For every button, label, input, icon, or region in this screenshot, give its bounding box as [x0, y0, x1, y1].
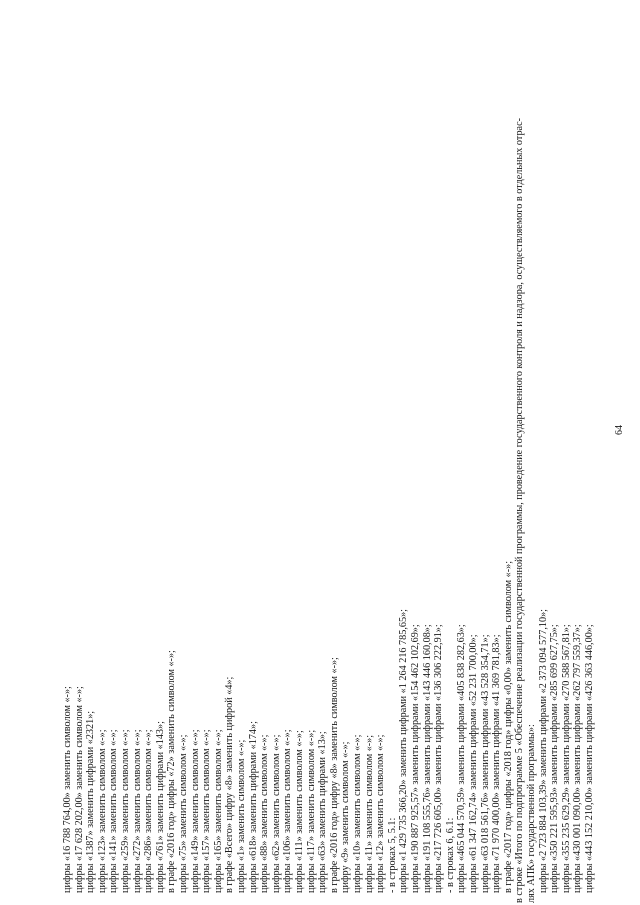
- document-line: цифры «10» заменить символом «-»;: [352, 734, 363, 893]
- document-line: в графе «2016 год» цифры «72» заменить символом «-»;: [166, 650, 178, 893]
- document-line: цифры «165» заменить символом «-»;: [212, 729, 224, 893]
- document-line: цифры «11» заменить символом «-»;: [363, 734, 375, 893]
- document-line: цифры «259» заменить символом «-»;: [120, 729, 131, 893]
- document-line: цифры «355 235 629,29» заменить цифрами «270 588 567,81»;: [560, 624, 572, 893]
- document-line: цифры «149» заменить символом «-»;: [189, 729, 201, 893]
- document-line: цифры «350 221 595,93» заменить цифрами «285 699 627,75»;: [549, 624, 561, 893]
- document-line: цифры «88» заменить символом «-»;: [259, 734, 271, 893]
- document-line: цифры «191 108 555,76» заменить цифрами «143 446 160,08»;: [421, 624, 433, 893]
- document-line: цифры «106» заменить символом «-»;: [282, 729, 294, 893]
- document-line: цифры «1 429 735 366,20» заменить цифрами «1 264 216 785,65»;: [398, 609, 410, 893]
- document-line: цифры «63» заменить цифрами «13»;: [317, 731, 329, 893]
- document-line: цифры «123» заменить символом «-»;: [96, 729, 108, 893]
- document-line: цифры «430 001 090,00» заменить цифрами «262 797 559,37»;: [572, 624, 584, 893]
- document-line: цифры «465 044 570,59» заменить цифрами «405 838 282,63»;: [456, 624, 468, 893]
- document-line: цифры «286» заменить символом «-»;: [143, 729, 155, 893]
- document-line: цифры «62» заменить символом «-»;: [270, 734, 282, 893]
- document-line: цифры «1» заменить символом «-»;: [236, 739, 247, 893]
- document-line: цифры «272» заменить символом «-»;: [131, 729, 143, 893]
- document-line: цифры «2 723 884 103,39» заменить цифрами «2 373 094 577,10»;: [537, 609, 549, 893]
- document-line: цифры «16 788 764,00» заменить символом «-»;: [62, 686, 73, 893]
- document-line: - в строках 6, 6.1:: [444, 817, 456, 893]
- document-line: цифры «141» заменить символом «-»;: [108, 729, 120, 893]
- document-line: лях АПК» государственной программы»:: [526, 724, 537, 903]
- document-line: в графе «2017 год» цифры «2018 год» цифры «0,00» заменить символом «-»;: [502, 560, 514, 893]
- document-line: цифры «761» заменить цифрами «143»;: [154, 721, 166, 893]
- document-line: - в строках 5, 5.1:: [386, 817, 398, 893]
- document-line: цифры «117» заменить символом «-»;: [305, 729, 317, 893]
- document-line: цифры «17 628 202,00» заменить символом «-»;: [73, 686, 85, 893]
- document-line: цифры «157» заменить символом «-»;: [201, 729, 213, 893]
- document-line: цифры «1387» заменить цифрами «2321»;: [85, 710, 97, 893]
- document-line: цифры «63 018 561,76» заменить цифрами «43 528 354,71»;: [479, 634, 491, 893]
- document-line: в графе «2016 год» цифру «8» заменить символом «-»;: [328, 657, 340, 893]
- document-line: цифры «61 347 162,74» заменить цифрами «52 231 700,00»;: [468, 634, 479, 893]
- document-line: цифры «217 726 605,00» заменить цифрами «136 306 222,91»;: [433, 624, 445, 893]
- document-body: [62, 33, 622, 903]
- document-line: цифры «12» заменить символом «-»;: [375, 734, 387, 893]
- document-line: в строке «Итого по подпрограмме 5 «Обеспечение реализации государственной программы, проведение государственного контроля и надзора, осуществляемого в отдельных отрас-: [514, 118, 526, 903]
- document-line: цифры «190 887 925,57» заменить цифрами «154 462 102,69»;: [410, 624, 421, 893]
- document-line: цифры «75» заменить символом «-»;: [178, 734, 189, 893]
- document-line: в графе «Всего» цифру «8» заменить цифрой «4»;: [224, 676, 236, 893]
- document-line: цифры «111» заменить символом «-»;: [294, 730, 305, 893]
- document-line: цифры «443 152 210,00» заменить цифрами «426 363 446,00»;: [584, 624, 595, 893]
- document-line: цифру «9» заменить символом «-»;: [340, 741, 352, 893]
- document-line: цифры «71 970 400,00» заменить цифрами «41 369 781,83»;: [491, 634, 503, 893]
- document-line: цифры «618» заменить цифрами «174»;: [247, 721, 259, 893]
- page-number: 64: [614, 425, 625, 435]
